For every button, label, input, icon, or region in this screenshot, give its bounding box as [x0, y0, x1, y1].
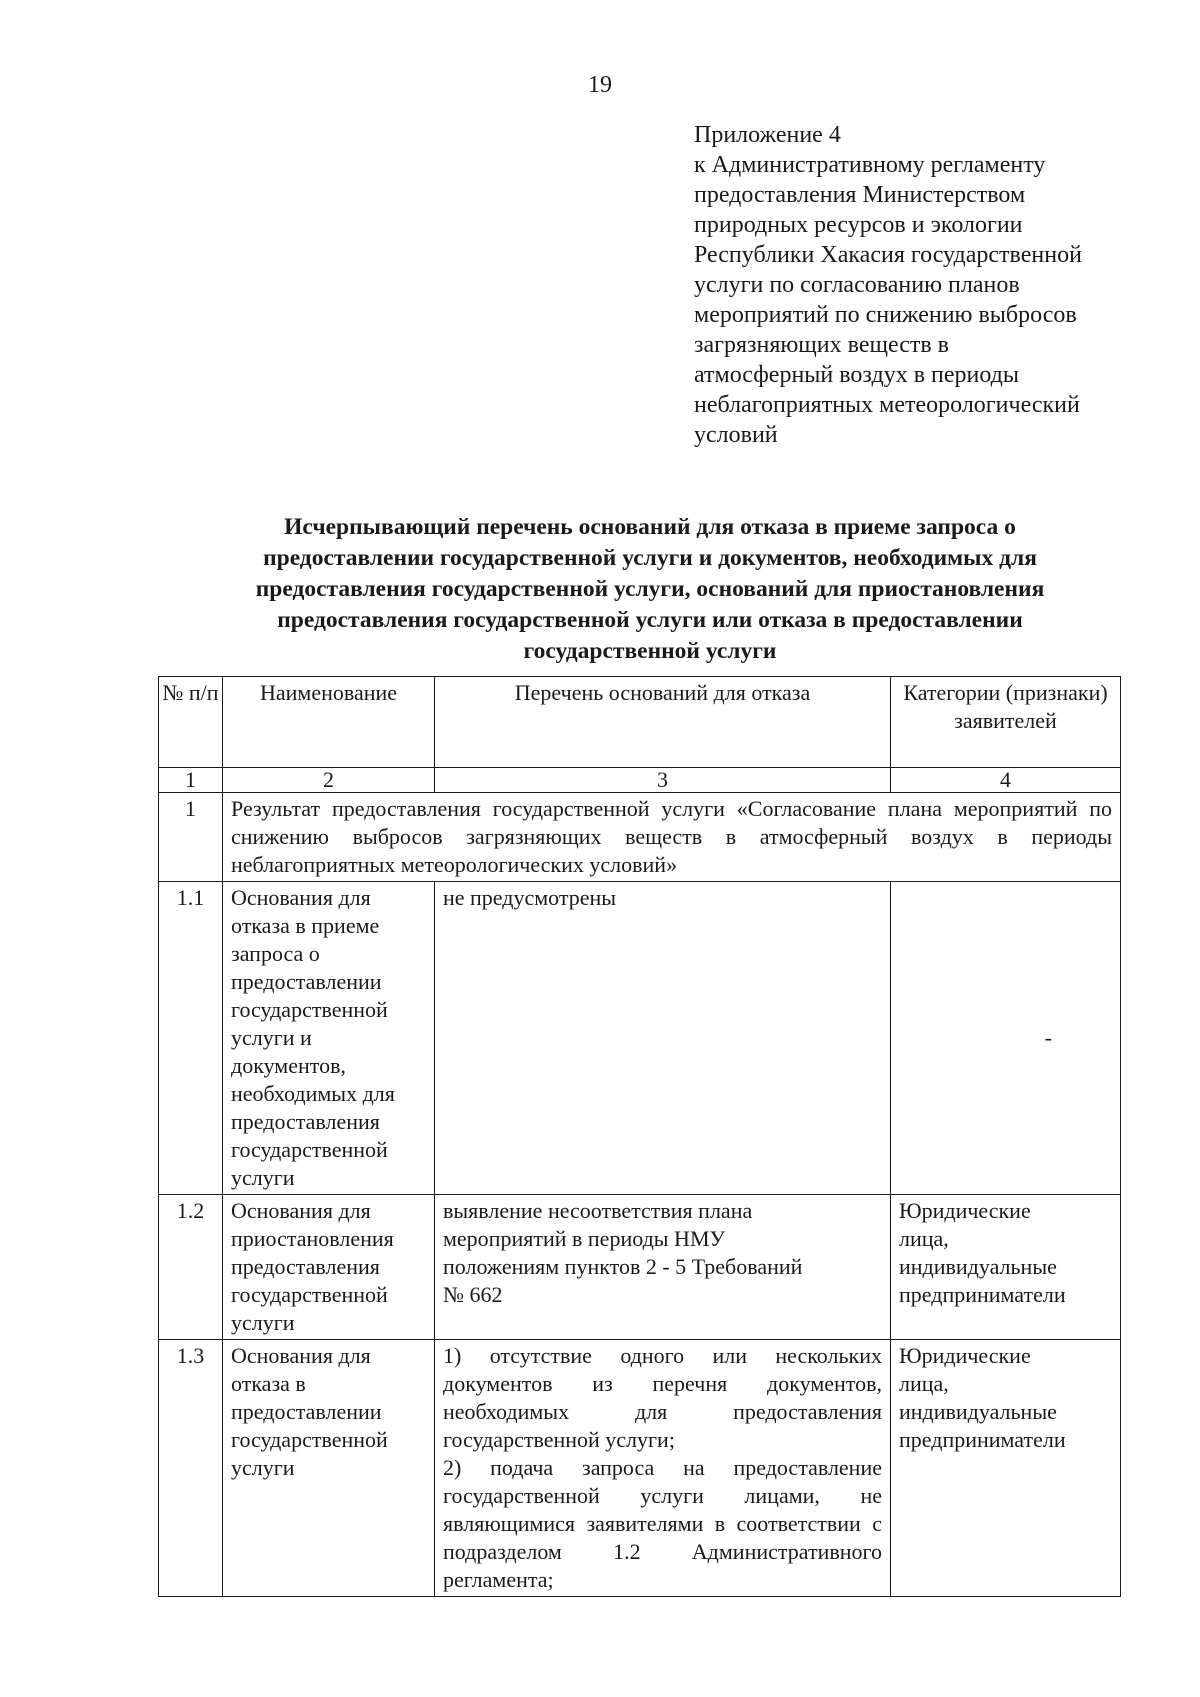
appendix-line: неблагоприятных метеорологический	[694, 392, 1080, 418]
row-categories	[891, 1340, 1121, 1597]
row-name-line: услуги	[231, 1310, 295, 1335]
column-number: 2	[223, 768, 435, 793]
appendix-line: предоставления Министерством	[694, 182, 1026, 208]
section-row	[159, 793, 1121, 882]
row-categories-line: индивидуальные	[899, 1399, 1057, 1424]
row-categories-line: предприниматели	[899, 1427, 1066, 1452]
row-categories-line: Юридические	[899, 1343, 1031, 1368]
appendix-line: услуги по согласованию планов	[694, 272, 1020, 298]
row-name-line: государственной	[231, 997, 388, 1022]
header-name: Наименование	[223, 677, 435, 768]
section-num: 1	[159, 793, 223, 882]
header-num: № п/п	[159, 677, 223, 768]
row-name	[223, 1195, 435, 1340]
document-title	[150, 512, 1150, 667]
row-categories-line: индивидуальные	[899, 1254, 1057, 1279]
title-line: предоставления государственной услуги или отказа в предоставлении	[277, 607, 1023, 633]
row-grounds-line: № 662	[443, 1282, 503, 1307]
row-grounds-item: 2) подача запроса на предоставление государственной услуги лицами, не являющимися заявителями в соответствии с подразделом 1.2 Административного регламента;	[443, 1455, 882, 1592]
page-number: 19	[588, 72, 612, 98]
row-name-line: Основания для	[231, 1198, 371, 1223]
row-name-line: государственной	[231, 1282, 388, 1307]
appendix-line: к Административному регламенту	[694, 152, 1046, 178]
row-grounds-item: 1) отсутствие одного или нескольких документов из перечня документов, необходимых для предоставления государственной услуги;	[443, 1343, 882, 1452]
appendix-line: атмосферный воздух в периоды	[694, 362, 1020, 388]
row-name-line: документов,	[231, 1053, 346, 1078]
row-name-line: государственной	[231, 1427, 388, 1452]
appendix-line: загрязняющих веществ в	[694, 332, 950, 358]
title-line: Исчерпывающий перечень оснований для отказа в приеме запроса о	[284, 514, 1016, 540]
table-row	[159, 1195, 1121, 1340]
title-line: государственной услуги	[523, 638, 777, 664]
row-grounds	[435, 1340, 891, 1597]
title-line: предоставления государственной услуги, оснований для приостановления	[255, 576, 1045, 602]
header-categories: Категории (признаки) заявителей	[891, 677, 1121, 768]
table-header-row	[159, 677, 1121, 768]
appendix-line: Приложение 4	[694, 122, 841, 148]
row-grounds-line: мероприятий в периоды НМУ	[443, 1226, 726, 1251]
section-text: Результат предоставления государственной услуги «Согласование плана мероприятий по снижению выбросов загрязняющих веществ в атмосферный воздух в периоды неблагоприятных метеорологических условий»	[223, 793, 1121, 882]
row-grounds: не предусмотрены	[435, 882, 891, 1195]
row-categories-line: лица,	[899, 1371, 949, 1396]
row-name-line: необходимых для	[231, 1081, 395, 1106]
row-categories-line: Юридические	[899, 1198, 1031, 1223]
row-name-line: государственной	[231, 1137, 388, 1162]
row-name	[223, 1340, 435, 1597]
row-num: 1.1	[159, 882, 223, 1195]
row-name-line: Основания для	[231, 1343, 371, 1368]
row-name	[223, 882, 435, 1195]
appendix-line: природных ресурсов и экологии	[694, 212, 1023, 238]
row-categories-dash: -	[1044, 1025, 1052, 1050]
row-name-line: отказа в приеме	[231, 913, 380, 938]
grounds-table	[158, 676, 1121, 1597]
row-grounds	[435, 1195, 891, 1340]
table-row	[159, 1340, 1121, 1597]
row-grounds-line: выявление несоответствия плана	[443, 1198, 753, 1223]
appendix-line: Республики Хакасия государственной	[694, 242, 1082, 268]
row-name-line: предоставления	[231, 1254, 380, 1279]
column-number: 4	[891, 768, 1121, 793]
appendix-line: условий	[694, 422, 778, 448]
header-grounds: Перечень оснований для отказа	[435, 677, 891, 768]
row-name-line: предоставлении	[231, 969, 382, 994]
row-name-line: приостановления	[231, 1226, 394, 1251]
row-name-line: предоставлении	[231, 1399, 382, 1424]
column-number: 3	[435, 768, 891, 793]
row-categories-line: лица,	[899, 1226, 949, 1251]
row-categories	[891, 882, 1121, 1195]
row-categories-line: предприниматели	[899, 1282, 1066, 1307]
row-name-line: услуги	[231, 1455, 295, 1480]
row-name-line: запроса о	[231, 941, 320, 966]
title-line: предоставлении государственной услуги и документов, необходимых для	[263, 545, 1037, 571]
row-grounds-line: положениям пунктов 2 - 5 Требований	[443, 1254, 803, 1279]
column-number: 1	[159, 768, 223, 793]
table-row	[159, 882, 1121, 1195]
row-name-line: услуги и	[231, 1025, 312, 1050]
row-num: 1.2	[159, 1195, 223, 1340]
appendix-line: мероприятий по снижению выбросов	[694, 302, 1077, 328]
row-name-line: предоставления	[231, 1109, 380, 1134]
row-name-line: услуги	[231, 1165, 295, 1190]
row-categories	[891, 1195, 1121, 1340]
appendix-header	[694, 120, 1154, 450]
row-name-line: Основания для	[231, 885, 371, 910]
row-num: 1.3	[159, 1340, 223, 1597]
column-numbers-row	[159, 768, 1121, 793]
row-name-line: отказа в	[231, 1371, 306, 1396]
